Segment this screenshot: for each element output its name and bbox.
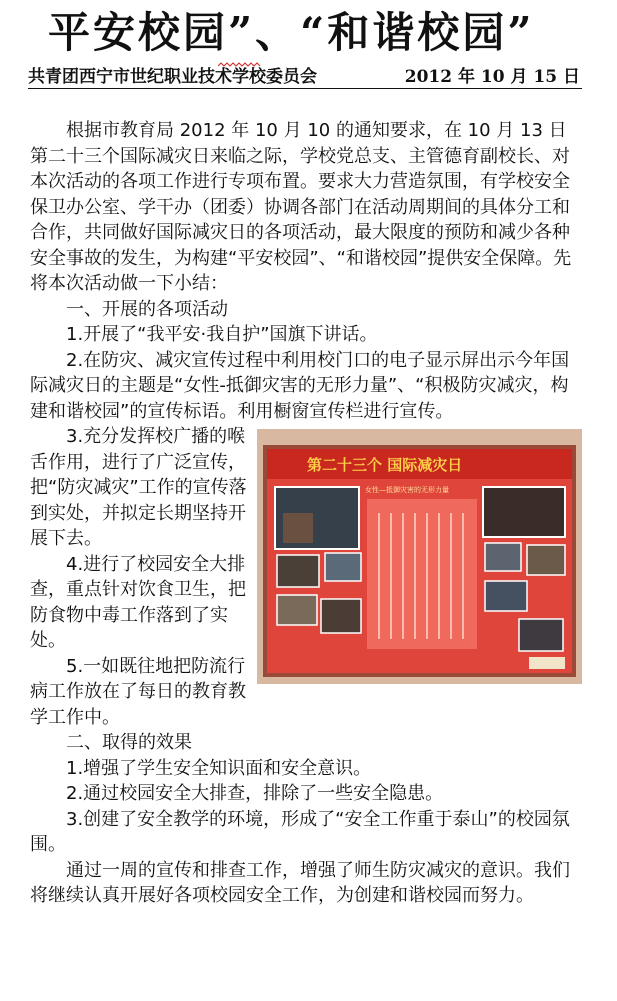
board-caption-label [529,657,565,669]
disaster-photo-7 [485,543,521,571]
intro-paragraph: 根据市教育局 2012 年 10 月 10 的通知要求，在 10 月 13 日第二十三个国际减灾日来临之际，学校党总支、主管德育副校长、对本次活动的各项工作进行专项布置。要求大力营造氛围，有学校安全保卫办公室、学干办（团委）协调各部门在活动周期间的具体分工和合作，共同做好国际减灾日的各项活动，最大限度的预防和减少各种安全事故的发生，为构建“平安校园”、“和谐校园”提供安全保障。先将本次活动做一下小结： [30,120,572,294]
section-heading-activities: 一、开展的各项活动 [66,298,228,320]
section-heading-results: 二、取得的效果 [66,732,192,753]
result-item-1: 1.增强了学生安全知识面和安全意识。 [66,757,372,779]
result-item-2: 2.通过校园安全大排查，排除了一些安全隐患。 [66,783,444,804]
disaster-photo-2 [277,555,319,587]
disaster-photo-9 [485,581,527,611]
issuing-organization: 共青团西宁市世纪职业技术学校委员会 [28,67,317,87]
disaster-photo-3 [325,553,361,581]
board-banner-text: 第二十三个 国际减灾日 [307,456,463,474]
disaster-photo-1-figure [283,513,313,543]
disaster-day-exhibition-photo [257,429,582,684]
disaster-photo-4 [277,595,317,625]
activity-item-3: 3.充分发挥校广播的喉舌作用，进行了广泛宣传，把“防灾减灾”工作的宣传落到实处，并拟定长期坚持开展下去。 [30,426,247,549]
disaster-photo-5 [321,599,361,633]
document-header [28,66,582,89]
issue-date: 2012 年 10 月 15 日 [404,67,580,87]
activity-item-2: 2.在防灾、减灾宣传过程中利用校门口的电子显示屏出示今年国际减灾日的主题是“女性-抵御灾害的无形力量”、“积极防灾减灾，构建和谐校园”的宣传标语。利用橱窗宣传栏进行宣传。 [30,349,570,422]
document-title: 平安校园”、“和谐校园” [48,8,535,57]
closing-paragraph: 通过一周的宣传和排查工作，增强了师生防灾减灾的意识。我们将继续认真开展好各项校园安全工作，为创建和谐校园而努力。 [30,859,570,906]
result-item-3: 3.创建了安全教学的环境，形成了“安全工作重于泰山”的校园氛围。 [30,808,570,855]
disaster-photo-10 [519,619,563,651]
disaster-photo-8 [527,545,565,575]
document-body [30,118,582,909]
board-subtitle-text: 女性—抵御灾害的无形力量 [365,486,449,494]
activity-item-5: 5.一如既往地把防流行病工作放在了每日的教育教学工作中。 [30,655,246,728]
disaster-photo-6 [483,487,565,537]
activity-item-4: 4.进行了校园安全大排查，重点针对饮食卫生，把防食物中毒工作落到了实处。 [30,553,246,651]
board-center-panel [367,499,477,649]
activity-item-1: 1.开展了“我平安·我自护”国旗下讲话。 [66,324,378,345]
